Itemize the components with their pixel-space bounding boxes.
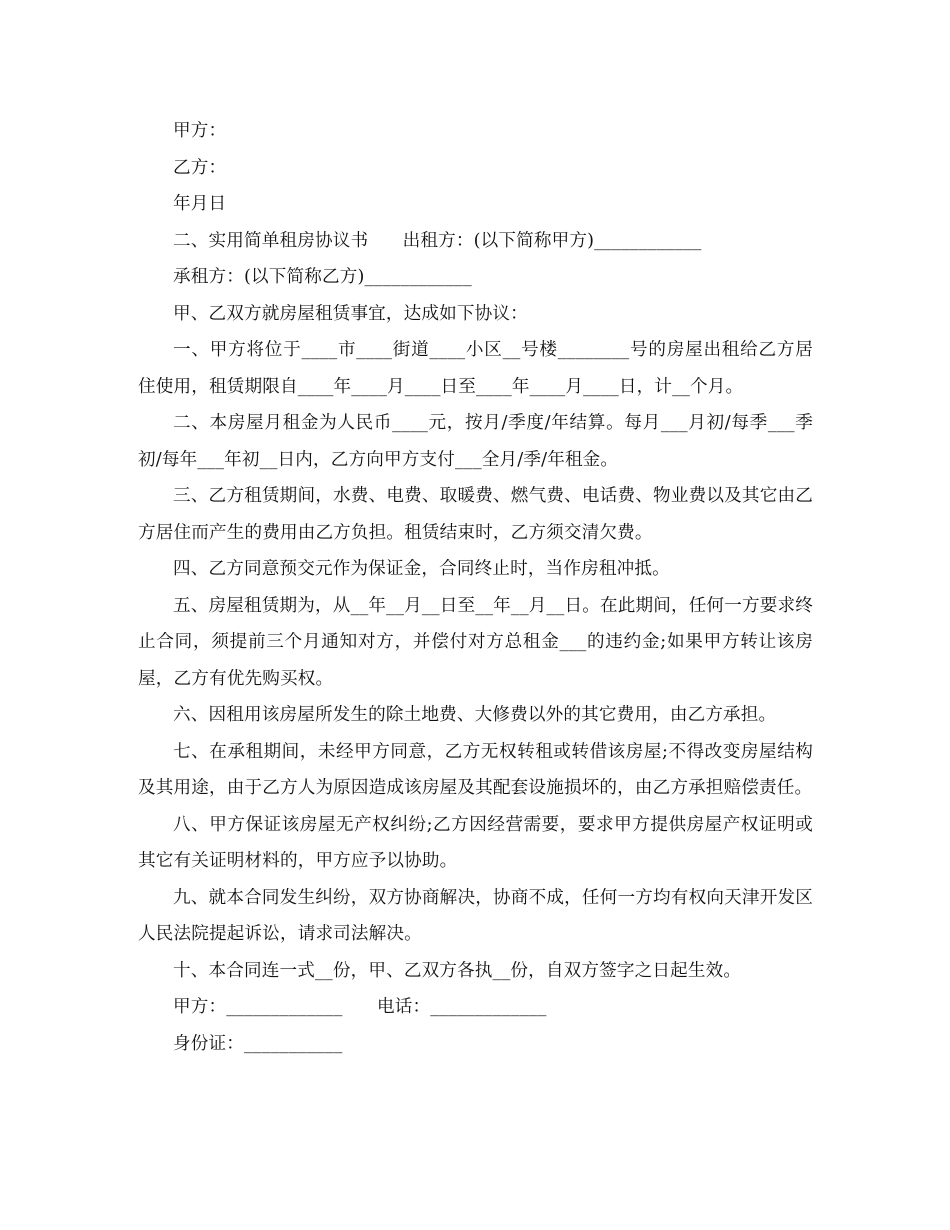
party-b-label: 乙方： (173, 157, 227, 178)
date-line: 年月日 (173, 194, 227, 214)
party-a-label: 甲方： (173, 121, 227, 141)
clause-7: 七、在承租期间，未经甲方同意，乙方无权转租或转借该房屋;不得改变房屋结构及其用途，由于乙方人为原因造成该房屋及其配套设施损坏的，由乙方承担赔偿责任。 (138, 741, 813, 798)
clause-6: 六、因租用该房屋所发生的除土地费、大修费以外的其它费用，由乙方承担。 (173, 705, 777, 725)
section-title-lessor: 二、实用简单租房协议书 出租方：(以下简称甲方)____________ (173, 230, 702, 251)
signature-id-card: 身份证：___________ (173, 1033, 343, 1054)
clause-8: 八、甲方保证该房屋无产权纠纷;乙方因经营需要，要求甲方提供房屋产权证明或其它有关证明材料的，甲方应予以协助。 (138, 814, 813, 871)
lessee-line: 承租方：(以下简称乙方)____________ (173, 267, 472, 287)
clause-4: 四、乙方同意预交元作为保证金，合同终止时，当作房租冲抵。 (173, 559, 670, 579)
clause-10: 十、本合同连一式__份，甲、乙双方各执__份，自双方签字之日起生效。 (173, 960, 742, 981)
document-page (138, 113, 813, 1062)
agreement-intro: 甲、乙双方就房屋租赁事宜，达成如下协议： (173, 303, 528, 324)
clause-3: 三、乙方租赁期间，水费、电费、取暖费、燃气费、电话费、物业费以及其它由乙方居住而产生的费用由乙方负担。租赁结束时，乙方须交清欠费。 (138, 486, 813, 543)
clause-2: 二、本房屋月租金为人民币____元，按月/季度/年结算。每月___月初/每季___季初/每年___年初__日内，乙方向甲方支付___全月/季/年租金。 (138, 413, 813, 470)
clause-9: 九、就本合同发生纠纷，双方协商解决，协商不成，任何一方均有权向天津开发区人民法院提起诉讼，请求司法解决。 (138, 887, 813, 944)
signature-party-a-phone: 甲方：_____________ 电话：_____________ (173, 997, 547, 1017)
clause-5: 五、房屋租赁期为，从__年__月__日至__年__月__日。在此期间，任何一方要求终止合同，须提前三个月通知对方，并偿付对方总租金___的违约金;如果甲方转让该房屋，乙方有优先购买权。 (138, 595, 813, 689)
clause-1: 一、甲方将位于____市____街道____小区__号楼________号的房屋出租给乙方居住使用，租赁期限自____年____月____日至____年____月____日，计__个月。 (138, 340, 813, 397)
